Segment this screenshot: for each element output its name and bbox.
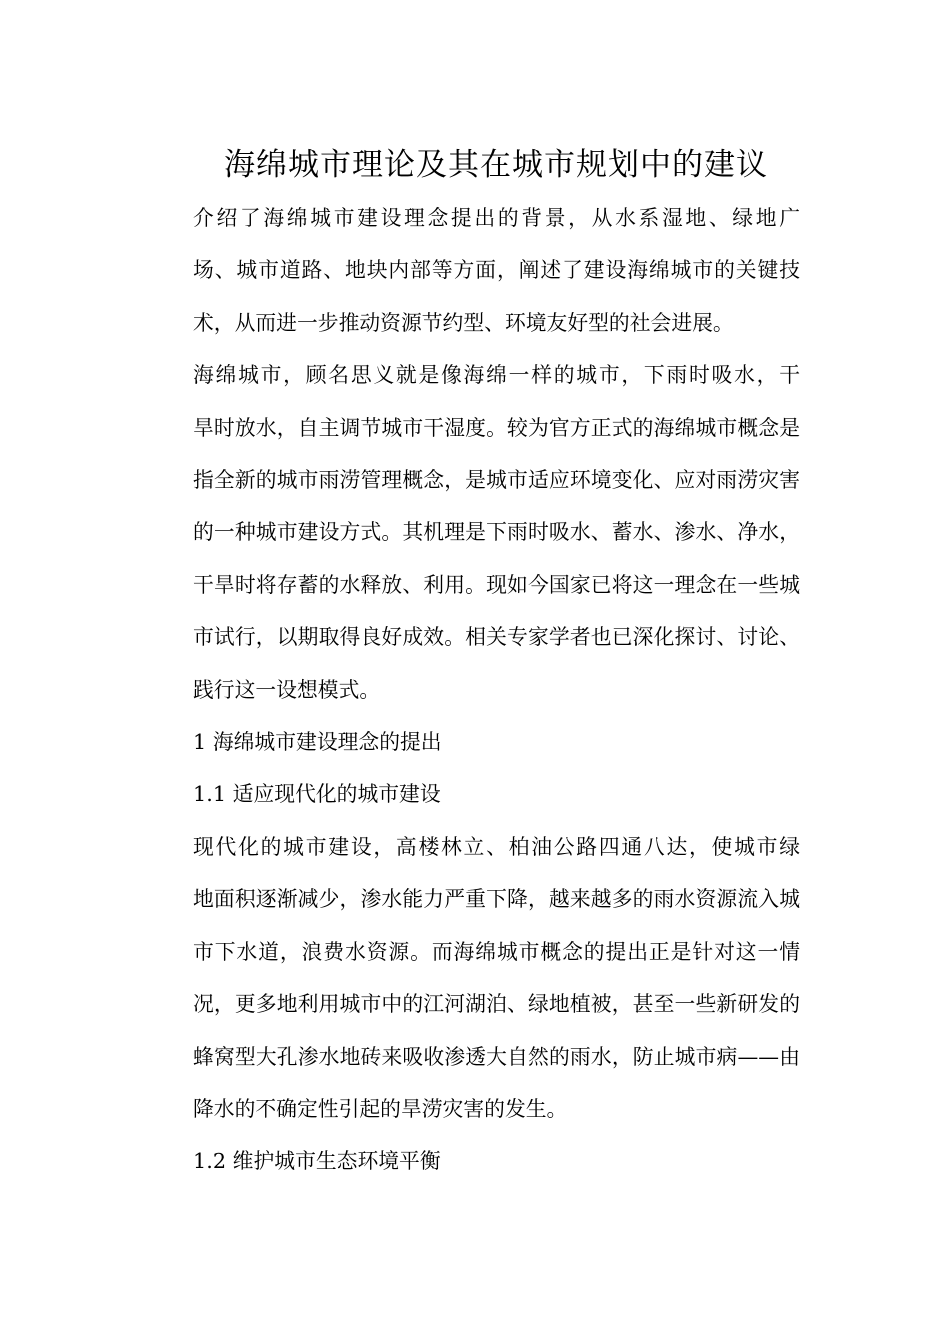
section-heading-1-2: 1.2 维护城市生态环境平衡	[193, 1149, 441, 1174]
paragraph-line: 指全新的城市雨涝管理概念，是城市适应环境变化、应对雨涝灾害	[193, 468, 800, 493]
paragraph-modernization	[150, 821, 800, 1135]
paragraph-line: 海绵城市，顾名思义就是像海绵一样的城市，下雨时吸水，干	[193, 363, 800, 388]
paragraph-line: 市试行，以期取得良好成效。相关专家学者也已深化探讨、讨论、	[193, 625, 800, 650]
paragraph-intro	[150, 192, 800, 349]
paragraph-line: 的一种城市建设方式。其机理是下雨时吸水、蓄水、渗水、净水，	[193, 520, 800, 545]
paragraph-line: 践行这一设想模式。	[193, 677, 381, 702]
paragraph-line: 干旱时将存蓄的水释放、利用。现如今国家已将这一理念在一些城	[193, 572, 800, 597]
document-body	[150, 192, 800, 1188]
section-heading-1-1: 1.1 适应现代化的城市建设	[193, 782, 441, 807]
paragraph-definition	[150, 349, 800, 716]
paragraph-line: 现代化的城市建设，高楼林立、柏油公路四通八达，使城市绿	[193, 834, 800, 859]
paragraph-line: 场、城市道路、地块内部等方面，阐述了建设海绵城市的关键技	[193, 258, 800, 283]
paragraph-line: 市下水道，浪费水资源。而海绵城市概念的提出正是针对这一情	[193, 939, 800, 964]
paragraph-line: 况，更多地利用城市中的江河湖泊、绿地植被，甚至一些新研发的	[193, 992, 800, 1017]
document-title: 海绵城市理论及其在城市规划中的建议	[224, 146, 768, 183]
section-heading-1: 1 海绵城市建设理念的提出	[193, 730, 442, 755]
paragraph-line: 术，从而进一步推动资源节约型、环境友好型的社会进展。	[193, 310, 734, 335]
paragraph-line: 旱时放水，自主调节城市干湿度。较为官方正式的海绵城市概念是	[193, 415, 800, 440]
paragraph-line: 地面积逐渐减少，渗水能力严重下降，越来越多的雨水资源流入城	[193, 887, 800, 912]
paragraph-line: 蜂窝型大孔渗水地砖来吸收渗透大自然的雨水，防止城市病——由	[193, 1044, 800, 1069]
paragraph-line: 介绍了海绵城市建设理念提出的背景，从水系湿地、绿地广	[193, 206, 800, 230]
paragraph-line: 降水的不确定性引起的旱涝灾害的发生。	[193, 1096, 568, 1121]
